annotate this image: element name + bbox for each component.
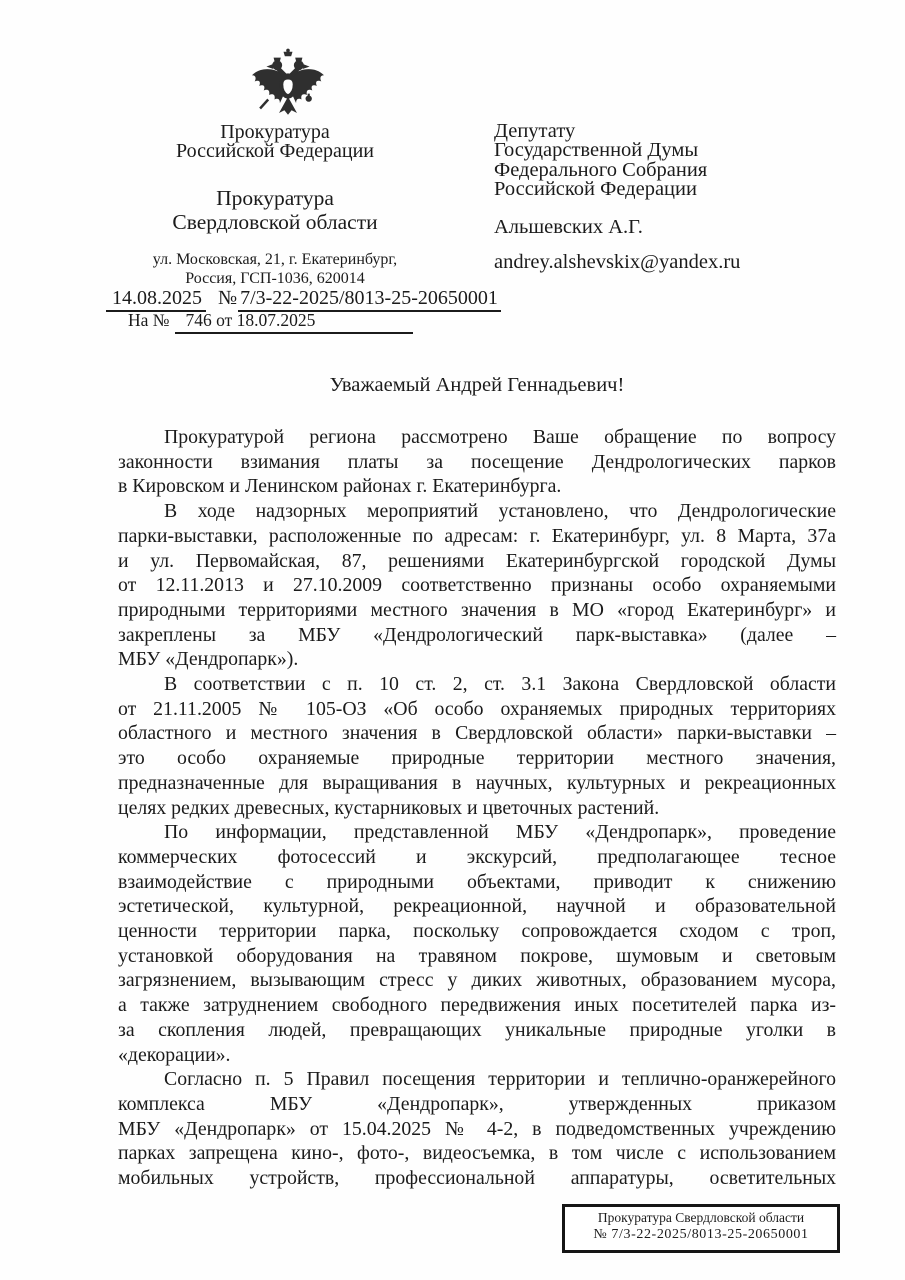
reference-label: На № [128,310,170,330]
stamp-number: № 7/3-22-2025/8013-25-20650001 [593,1227,809,1242]
outgoing-date: 14.08.2025 [106,287,206,312]
paragraph-line: предназначенные для выращивания в научных, культурных и рекреационных [118,771,836,794]
registration-stamp [562,1204,840,1253]
paragraph-line: областного и местного значения в Свердловской области» парки-выставки – [118,722,836,745]
letterhead-org-federation [125,123,425,161]
paragraph-line: коммерческих фотосессий и экскурсий, предполагающее тесное [118,845,836,868]
paragraph-line: от 12.11.2013 и 27.10.2009 соответственно признаны особо охраняемыми [118,574,836,597]
paragraph-line: По информации, представленной МБУ «Дендропарк», проведение [164,821,836,844]
paragraph-line: В ходе надзорных мероприятий установлено, что Дендрологические [164,500,836,523]
paragraph-line: за скопления людей, превращающих уникальные природные уголки в [118,1018,836,1041]
number-sign: № [218,287,238,309]
paragraph-line: законности взимания платы за посещение Дендрологических парков [118,450,836,473]
paragraph-line: МБУ «Дендропарк» от 15.04.2025 № 4-2, в подведомственных учреждению [118,1117,836,1140]
paragraph [118,672,836,820]
outgoing-number: 7/3-22-2025/8013-25-20650001 [238,287,501,312]
paragraph-line: парки-выставки, расположенные по адресам: г. Екатеринбург, ул. 8 Марта, 37а [118,524,836,547]
paragraph-line: а также затруднением свободного передвижения иных посетителей парка из- [118,994,836,1017]
paragraph [118,820,836,1067]
address-line1: ул. Московская, 21, г. Екатеринбург, [152,251,398,268]
reference-row [128,310,413,331]
paragraph-line: в Кировском и Ленинском районах г. Екатеринбурга. [118,475,562,498]
paragraph-line: мобильных устройств, профессиональной аппаратуры, осветительных [118,1167,836,1190]
paragraph-line: ценности территории парка, поскольку сопровождается сходом с троп, [118,920,836,943]
paragraph-line: от 21.11.2005 № 105-ОЗ «Об особо охраняемых природных территориях [118,697,836,720]
paragraph-line: установкой оборудования на травяном покрове, шумовым и световым [118,944,836,967]
recipient-line: Депутату [494,120,576,142]
org-federation-line1: Прокуратура [220,121,330,143]
org-federation-line2: Российской Федерации [175,140,375,162]
paragraph-line: парках запрещена кино-, фото-, видеосъемка, в том числе с использованием [118,1142,836,1165]
paragraph-line: «декорации». [118,1043,231,1066]
paragraph-line: комплекса МБУ «Дендропарк», утвержденных приказом [118,1092,836,1115]
recipient-email: andrey.alshevskix@yandex.ru [494,251,741,274]
paragraph-line: эстетической, культурной, рекреационной, научной и образовательной [118,895,836,918]
paragraph-line: целях редких древесных, кустарниковых и цветочных растений. [118,796,660,819]
paragraph-line: природными территориями местного значения в МО «город Екатеринбург» и [118,598,836,621]
paragraph [118,499,836,672]
paragraph-line: В соответствии с п. 10 ст. 2, ст. 3.1 Закона Свердловской области [164,673,836,696]
stamp-org: Прокуратура Свердловской области [597,1210,805,1225]
paragraph [118,425,836,499]
paragraph-line: закреплены за МБУ «Дендрологический парк-выставка» (далее – [118,623,836,646]
recipient-line: Российской Федерации [494,178,697,201]
recipient-block [494,122,824,272]
paragraphs-container [118,425,836,1191]
salutation: Уважаемый Андрей Геннадьевич! [329,374,625,396]
paragraph-line: взаимодействие с природными объектами, приводит к снижению [118,870,836,893]
paragraph-line: Прокуратурой региона рассмотрено Ваше обращение по вопросу [164,426,836,448]
recipient-name: Альшевских А.Г. [494,215,643,238]
letterhead-address [125,250,425,288]
paragraph-line: и ул. Первомайская, 87, решениями Екатеринбургской городской Думы [118,549,836,572]
recipient-line: Государственной Думы [494,139,699,162]
org-region-line1: Прокуратура [216,186,334,210]
org-region-line2: Свердловской области [172,210,378,234]
russian-coat-of-arms-icon [243,48,333,124]
reference-value: 746 от 18.07.2025 [175,310,413,334]
paragraph [118,1067,836,1191]
letter-body [118,372,836,1191]
letterhead-org-region [125,186,425,234]
paragraph-line: МБУ «Дендропарк»). [118,648,299,671]
date-number-row [106,287,501,310]
address-line2: Россия, ГСП-1036, 620014 [185,270,365,287]
paragraph-line: это особо охраняемые природные территории местного значения, [118,747,836,770]
paragraph-line: загрязнением, вызывающим стресс у диких животных, образованием мусора, [118,969,836,992]
paragraph-line: Согласно п. 5 Правил посещения территории и теплично-оранжерейного [164,1068,836,1091]
recipient-line: Федерального Собрания [494,158,708,181]
